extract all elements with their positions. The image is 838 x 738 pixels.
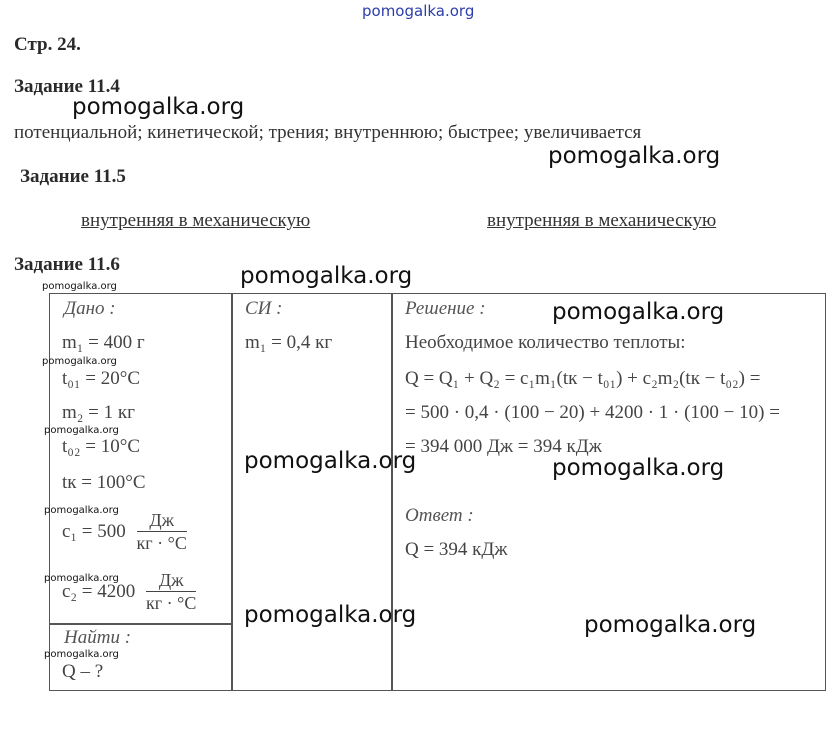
- task-11-4-title: Задание 11.4: [14, 76, 120, 97]
- unit-numerator: Дж: [146, 569, 196, 592]
- solution-text: Необходимое количество теплоты:: [405, 332, 686, 353]
- given-m1: m₁ = 400 г: [62, 332, 145, 353]
- task-11-5-title: Задание 11.5: [20, 166, 126, 187]
- watermark: pomogalka.org: [44, 649, 119, 660]
- unit-denominator: кг · °C: [136, 533, 187, 553]
- watermark: pomogalka.org: [42, 281, 117, 292]
- find-q: Q – ?: [62, 661, 104, 682]
- watermark: pomogalka.org: [584, 612, 757, 638]
- unit-denominator: кг · °C: [146, 593, 197, 613]
- task-11-5-left-answer: внутренняя в механическую: [81, 210, 311, 231]
- watermark: pomogalka.org: [72, 94, 245, 120]
- answer-header: Ответ :: [405, 505, 474, 526]
- solution-eq3: = 394 000 Дж = 394 кДж: [405, 436, 602, 457]
- given-c2: [62, 569, 196, 614]
- si-header: СИ :: [245, 298, 283, 319]
- given-tk: tк = 100°C: [62, 472, 146, 493]
- given-c1: [62, 509, 187, 554]
- given-t01: t₀₁ = 20°C: [62, 368, 141, 389]
- watermark: pomogalka.org: [244, 448, 417, 474]
- given-t02: t₀₂ = 10°C: [62, 436, 141, 457]
- watermark: pomogalka.org: [44, 505, 119, 516]
- answer-value: Q = 394 кДж: [405, 539, 508, 560]
- watermark: pomogalka.org: [552, 455, 725, 481]
- solution-eq1: Q = Q₁ + Q₂ = c₁m₁(tк − t₀₁) + c₂m₂(tк − t₀₂) =: [405, 368, 761, 389]
- watermark: pomogalka.org: [552, 299, 725, 325]
- given-m2: m₂ = 1 кг: [62, 402, 135, 423]
- given-c2-value: c₂ = 4200: [62, 580, 136, 602]
- watermark: pomogalka.org: [244, 602, 417, 628]
- page-label: Стр. 24.: [14, 34, 81, 55]
- watermark: pomogalka.org: [548, 143, 721, 169]
- watermark: pomogalka.org: [240, 263, 413, 289]
- unit-numerator: Дж: [137, 509, 187, 532]
- task-11-4-answer: потенциальной; кинетической; трения; внутреннюю; быстрее; увеличивается: [14, 122, 642, 143]
- given-c1-value: c₁ = 500: [62, 520, 126, 542]
- task-11-5-right-answer: внутренняя в механическую: [487, 210, 717, 231]
- given-header: Дано :: [64, 298, 116, 319]
- given-c2-unit: [146, 569, 196, 614]
- solution-eq2: = 500 · 0,4 · (100 − 20) + 4200 · 1 · (100 − 10) =: [405, 402, 780, 423]
- find-header: Найти :: [64, 627, 132, 648]
- watermark: pomogalka.org: [44, 573, 119, 584]
- solution-header: Решение :: [405, 298, 486, 319]
- task-11-6-title: Задание 11.6: [14, 254, 120, 275]
- si-m1: m₁ = 0,4 кг: [245, 332, 333, 353]
- watermark: pomogalka.org: [42, 356, 117, 367]
- watermark-top[interactable]: pomogalka.org: [362, 2, 475, 20]
- given-c1-unit: [137, 509, 187, 554]
- watermark: pomogalka.org: [44, 425, 119, 436]
